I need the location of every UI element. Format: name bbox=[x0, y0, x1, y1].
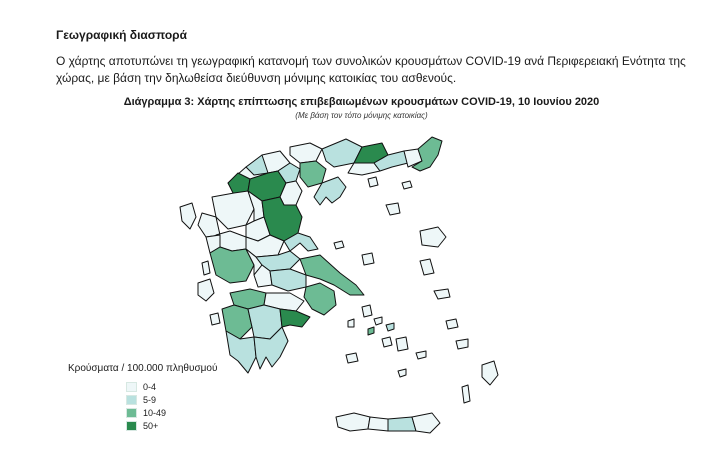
region-andros bbox=[362, 305, 372, 317]
region-karpathos bbox=[462, 385, 470, 403]
region-rethymno bbox=[368, 417, 388, 431]
region-lesvos bbox=[420, 227, 446, 247]
region-kalymnos bbox=[446, 319, 458, 329]
map-legend bbox=[68, 363, 217, 432]
region-lefkada bbox=[202, 261, 210, 275]
legend-item bbox=[126, 380, 217, 393]
region-viotia bbox=[270, 269, 306, 291]
legend-label: 5-9 bbox=[143, 394, 157, 405]
figure-subtitle: (Με βάση τον τόπο μόνιμης κατοικίας) bbox=[295, 111, 428, 120]
legend-swatch bbox=[126, 408, 137, 418]
region-amorgos bbox=[416, 351, 426, 359]
region-kerkyra bbox=[180, 203, 196, 229]
region-thasos bbox=[368, 177, 378, 187]
section-title: Γεωγραφική διασπορά bbox=[56, 28, 187, 42]
region-mykonos bbox=[386, 323, 394, 331]
region-attiki bbox=[304, 283, 336, 315]
region-chania bbox=[336, 413, 370, 431]
region-paros bbox=[382, 337, 392, 347]
region-kea bbox=[348, 319, 354, 327]
figure-title: Διάγραμμα 3: Χάρτης επίπτωσης επιβεβαιωμένων κρουσμάτων COVID-19, 10 Ιουνίου 2020 bbox=[123, 96, 600, 108]
region-sporades bbox=[334, 241, 344, 249]
region-limnos bbox=[386, 203, 400, 215]
region-chios bbox=[420, 259, 434, 275]
region-irakleio bbox=[388, 417, 416, 431]
legend-item bbox=[126, 406, 217, 419]
legend-swatch bbox=[126, 421, 137, 431]
legend-swatch bbox=[126, 395, 137, 405]
region-kilkis bbox=[290, 143, 322, 163]
region-rodos bbox=[482, 361, 498, 385]
legend-swatch bbox=[126, 382, 137, 392]
region-zakynthos bbox=[210, 313, 220, 325]
region-samothraki bbox=[402, 181, 412, 189]
region-kos bbox=[456, 339, 468, 349]
legend-title: Κρούσματα / 100.000 πληθυσμού bbox=[68, 363, 218, 374]
legend-label: 50+ bbox=[143, 420, 159, 431]
region-lasithi bbox=[412, 413, 440, 433]
region-ioannina bbox=[212, 191, 254, 229]
region-santorini bbox=[398, 369, 406, 377]
region-syros bbox=[368, 327, 374, 335]
region-skyros bbox=[362, 253, 374, 265]
region-argolida bbox=[280, 309, 310, 327]
legend-item bbox=[126, 419, 217, 432]
region-kefalonia bbox=[198, 279, 214, 301]
region-naxos bbox=[396, 337, 408, 351]
region-samos bbox=[434, 289, 450, 299]
legend-item bbox=[126, 393, 217, 406]
region-tinos bbox=[374, 317, 382, 325]
legend-label: 10-49 bbox=[143, 407, 167, 418]
intro-paragraph: Ο χάρτης αποτυπώνει τη γεωγραφική κατανομή των συνολικών κρουσμάτων COVID-19 ανά Περιφερειακή Ενότητα της χώρας, με βάση την δηλωθείσα διεύθυνση μόνιμης κατοικίας του ασθενούς. bbox=[56, 54, 686, 85]
region-milos bbox=[346, 353, 358, 363]
legend-label: 0-4 bbox=[143, 381, 157, 392]
